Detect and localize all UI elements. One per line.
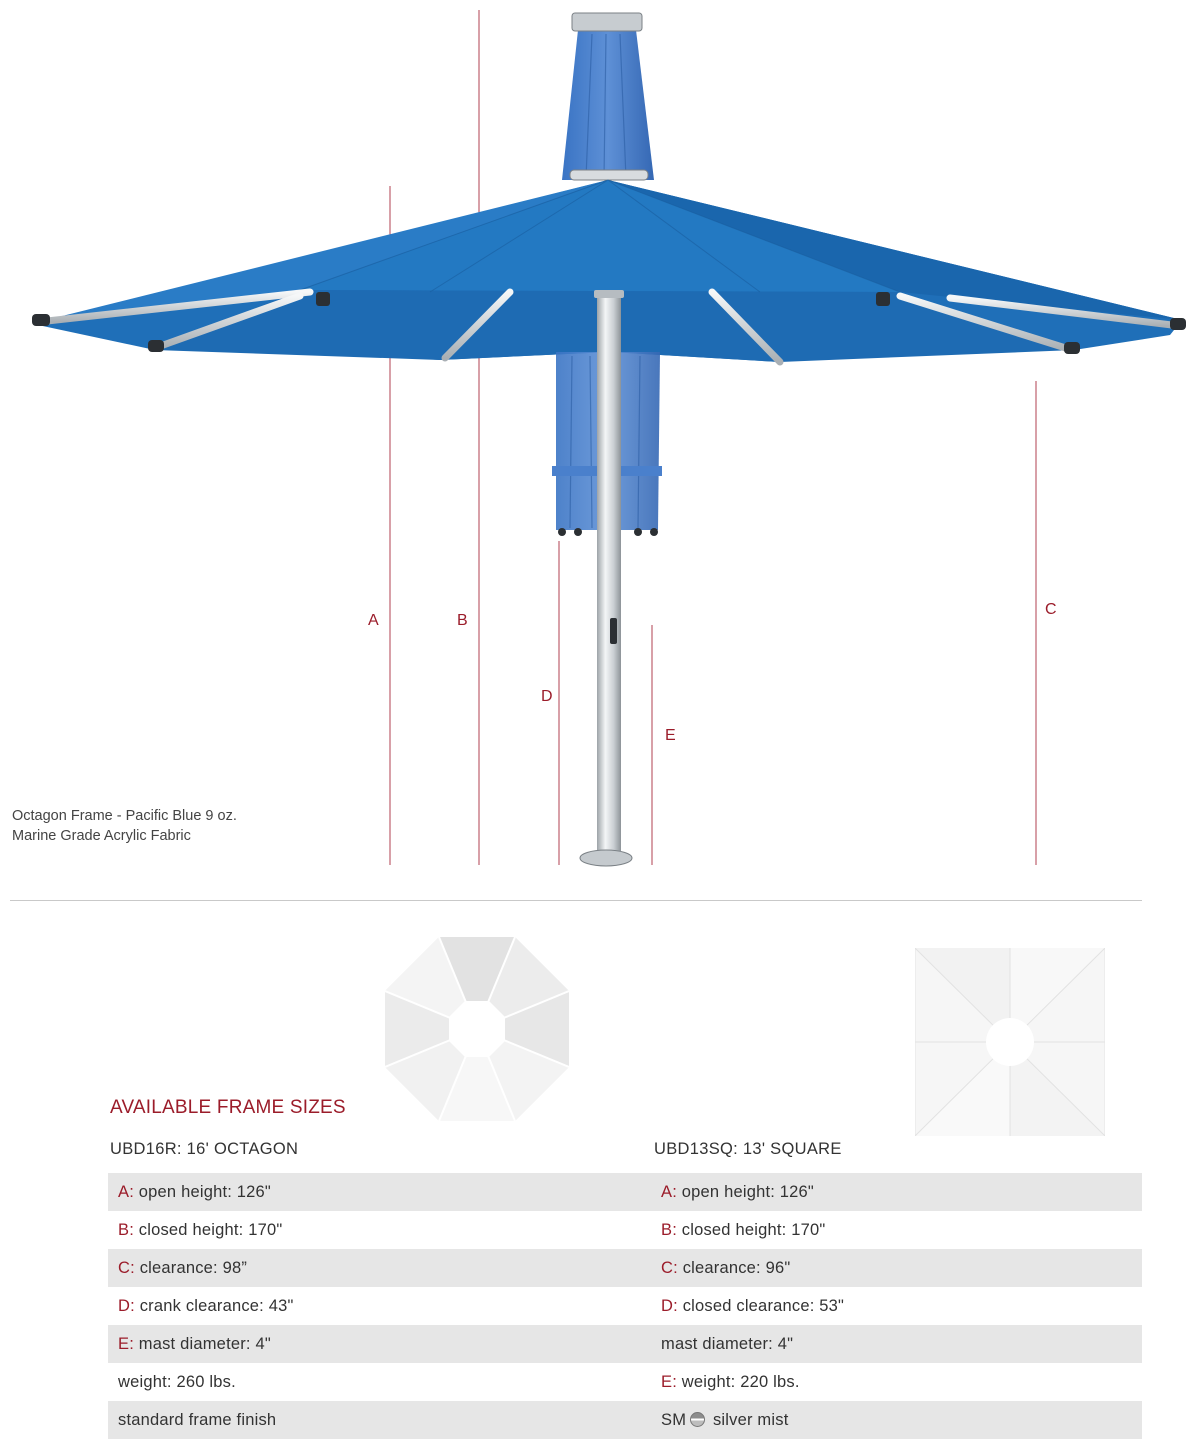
square-spec-cell xyxy=(651,1221,1142,1240)
square-spec-cell xyxy=(651,1297,1142,1316)
octagon-spec-cell xyxy=(108,1259,651,1278)
spec-value: crank clearance: 43" xyxy=(134,1296,294,1315)
spec-value: open height: 126" xyxy=(134,1182,271,1201)
dimension-label-a: A xyxy=(368,612,379,629)
dimension-lines xyxy=(390,10,1036,865)
spec-key: B: xyxy=(118,1220,134,1239)
octagon-spec-cell xyxy=(108,1373,651,1392)
spec-row-clearance xyxy=(108,1249,1142,1287)
spec-row-crank-clearance xyxy=(108,1287,1142,1325)
spec-value: clearance: 96" xyxy=(677,1258,791,1277)
square-spec-cell xyxy=(651,1335,1142,1354)
octagon-spec-cell xyxy=(108,1411,651,1430)
spec-value: weight: 260 lbs. xyxy=(118,1372,236,1391)
spec-row-weight xyxy=(108,1363,1142,1401)
spec-row-frame-finish xyxy=(108,1401,1142,1439)
spec-key: D: xyxy=(661,1296,678,1315)
spec-row-closed-height xyxy=(108,1211,1142,1249)
spec-row-open-height xyxy=(108,1173,1142,1211)
dimension-label-e: E xyxy=(665,727,676,744)
dimension-label-b: B xyxy=(457,612,468,629)
square-spec-cell xyxy=(651,1183,1142,1202)
spec-key: C: xyxy=(118,1258,135,1277)
octagon-spec-cell xyxy=(108,1183,651,1202)
finish-code: SM xyxy=(661,1410,687,1429)
crank-handle-icon xyxy=(610,618,617,644)
silver-mist-swatch-icon xyxy=(690,1412,705,1427)
spec-key: D: xyxy=(118,1296,135,1315)
spec-key: A: xyxy=(661,1182,677,1201)
spec-table xyxy=(108,1173,1142,1439)
octagon-spec-cell xyxy=(108,1221,651,1240)
spec-value: standard frame finish xyxy=(118,1410,277,1429)
square-spec-cell xyxy=(651,1411,1142,1430)
section-divider xyxy=(10,900,1142,901)
spec-key: E: xyxy=(661,1372,677,1391)
spec-value: silver mist xyxy=(708,1410,789,1429)
octagon-spec-title: UBD16R: 16' OCTAGON xyxy=(110,1140,299,1158)
dimension-label-d: D xyxy=(541,688,553,705)
spec-value: open height: 126" xyxy=(677,1182,814,1201)
spec-value: closed height: 170" xyxy=(134,1220,283,1239)
spec-key: B: xyxy=(661,1220,677,1239)
square-spec-cell xyxy=(651,1373,1142,1392)
spec-value: mast diameter: 4" xyxy=(661,1334,794,1353)
spec-value: mast diameter: 4" xyxy=(134,1334,271,1353)
dimension-label-c: C xyxy=(1045,601,1057,618)
spec-value: weight: 220 lbs. xyxy=(677,1372,800,1391)
octagon-spec-cell xyxy=(108,1297,651,1316)
spec-value: closed height: 170" xyxy=(677,1220,826,1239)
fabric-caption-line1: Octagon Frame - Pacific Blue 9 oz. xyxy=(12,808,237,824)
octagon-spec-cell xyxy=(108,1335,651,1354)
fabric-caption xyxy=(12,806,237,846)
fabric-caption-line2: Marine Grade Acrylic Fabric xyxy=(12,828,191,844)
square-frame-diagram xyxy=(915,948,1105,1136)
octagon-frame-diagram xyxy=(385,937,569,1121)
top-canopy-sleeve xyxy=(562,13,654,180)
spec-value: closed clearance: 53" xyxy=(677,1296,845,1315)
square-spec-title: UBD13SQ: 13' SQUARE xyxy=(654,1140,842,1158)
spec-value: clearance: 98” xyxy=(134,1258,248,1277)
spec-key: E: xyxy=(118,1334,134,1353)
section-title: AVAILABLE FRAME SIZES xyxy=(110,1097,346,1118)
spec-key: C: xyxy=(661,1258,678,1277)
square-spec-cell xyxy=(651,1259,1142,1278)
spec-key: A: xyxy=(118,1182,134,1201)
spec-row-mast-diameter xyxy=(108,1325,1142,1363)
